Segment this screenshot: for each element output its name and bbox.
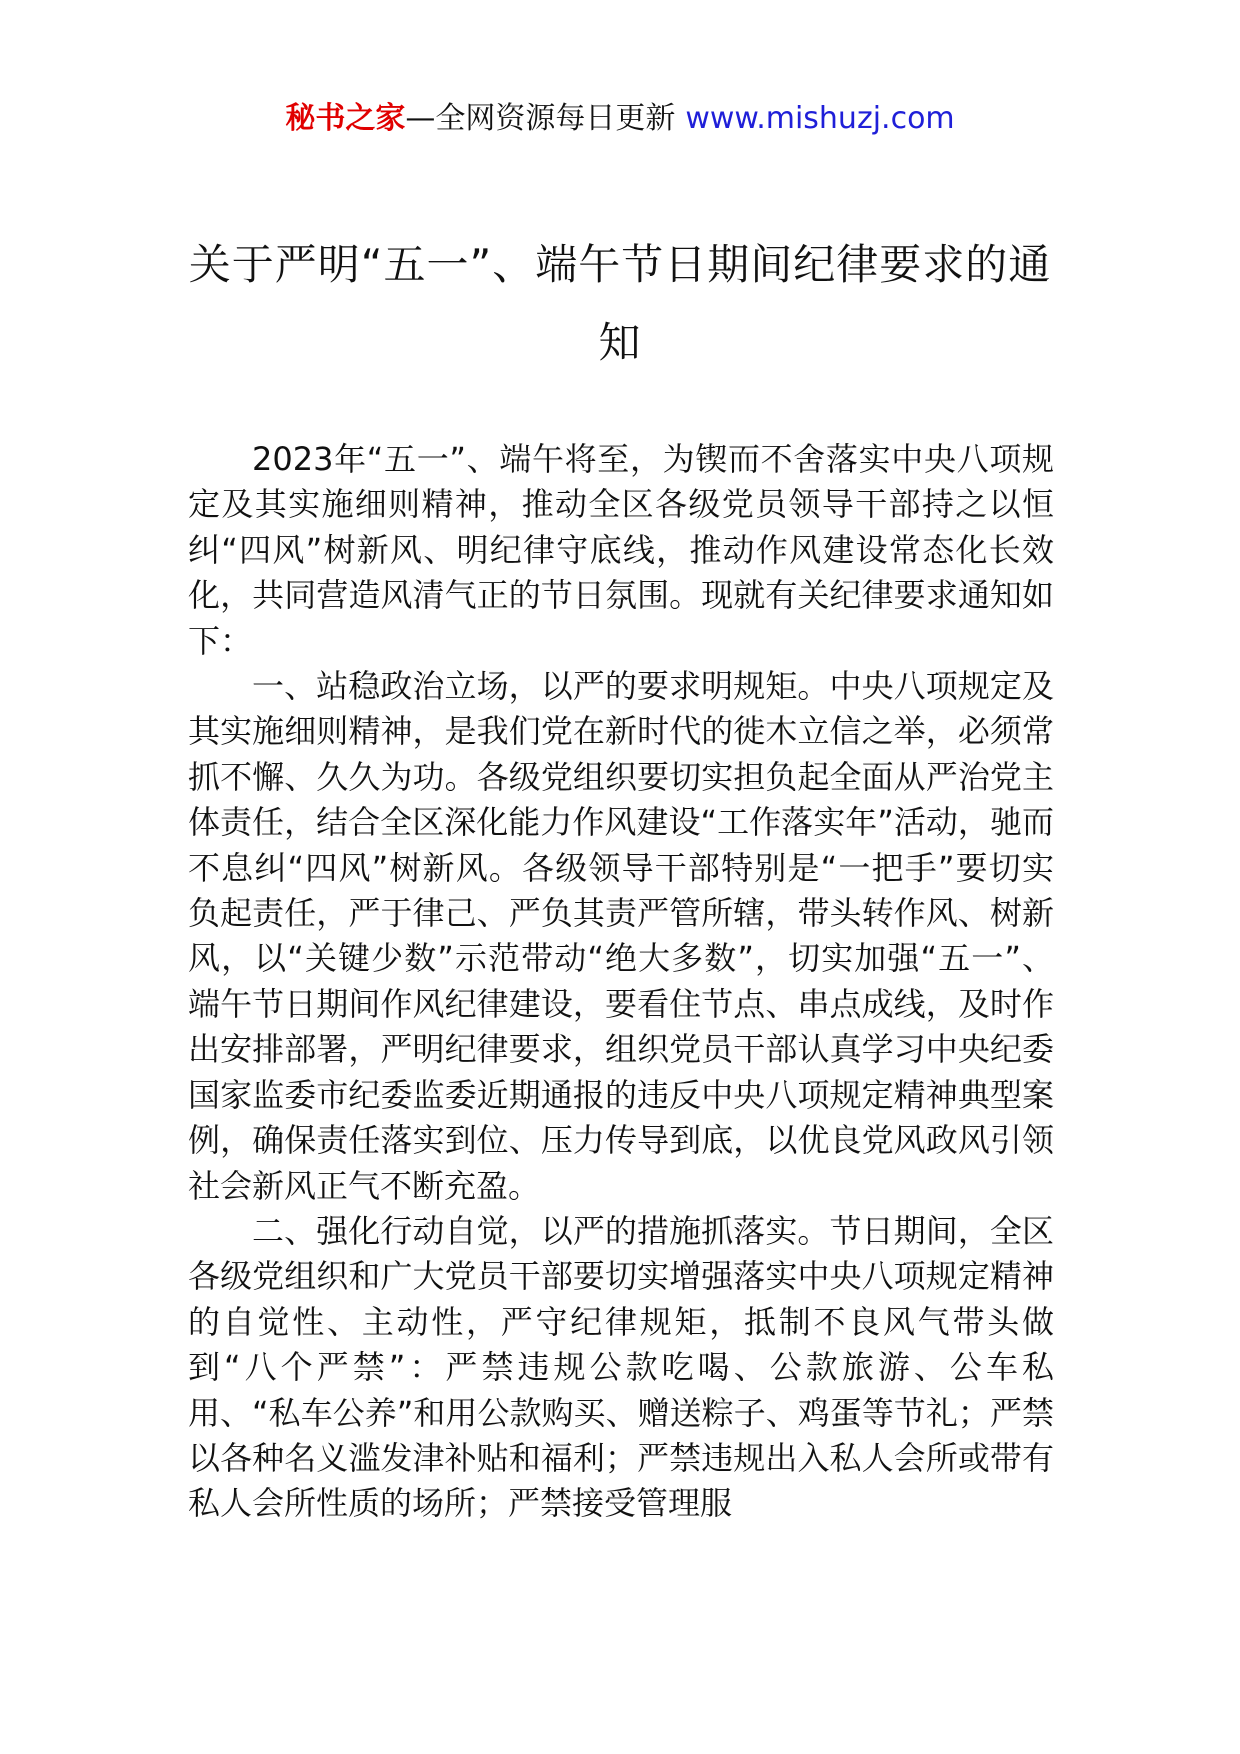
site-url-link[interactable]: www.mishuzj.com — [685, 101, 955, 136]
document-body — [188, 437, 1054, 1527]
site-brand: 秘书之家 — [285, 101, 406, 136]
site-header — [0, 98, 1240, 140]
intro-paragraph: 2023年“五一”、端午将至，为锲而不舍落实中央八项规定及其实施细则精神，推动全区各级党员领导干部持之以恒纠“四风”树新风、明纪律守底线，推动作风建设常态化长效化，共同营造风清气正的节日氛围。现就有关纪律要求通知如下： — [188, 440, 1054, 660]
section-one-paragraph: 一、站稳政治立场，以严的要求明规矩。中央八项规定及其实施细则精神，是我们党在新时代的徙木立信之举，必须常抓不懈、久久为功。各级党组织要切实担负起全面从严治党主体责任，结合全区深化能力作风建设“工作落实年”活动，驰而不息纠“四风”树新风。各级领导干部特别是“一把手”要切实负起责任，严于律己、严负其责严管所辖，带头转作风、树新风，以“关键少数”示范带动“绝大多数”，切实加强“五一”、端午节日期间作风纪律建设，要看住节点、串点成线，及时作出安排部署，严明纪律要求，组织党员干部认真学习中央纪委国家监委市纪委监委近期通报的违反中央八项规定精神典型案例，确保责任落实到位、压力传导到底，以优良党风政风引领社会新风正气不断充盈。 — [188, 667, 1054, 1205]
section-two-paragraph: 二、强化行动自觉，以严的措施抓落实。节日期间，全区各级党组织和广大党员干部要切实增强落实中央八项规定精神的自觉性、主动性，严守纪律规矩，抵制不良风气带头做到“八个严禁”：严禁违规公款吃喝、公款旅游、公车私用、“私车公养”和用公款购买、赠送粽子、鸡蛋等节礼；严禁以各种名义滥发津补贴和福利；严禁违规出入私人会所或带有私人会所性质的场所；严禁接受管理服 — [188, 1211, 1054, 1523]
site-tagline: —全网资源每日更新 — [405, 101, 676, 136]
document-title: 关于严明“五一”、端午节日期间纪律要求的通知 — [188, 240, 1052, 367]
